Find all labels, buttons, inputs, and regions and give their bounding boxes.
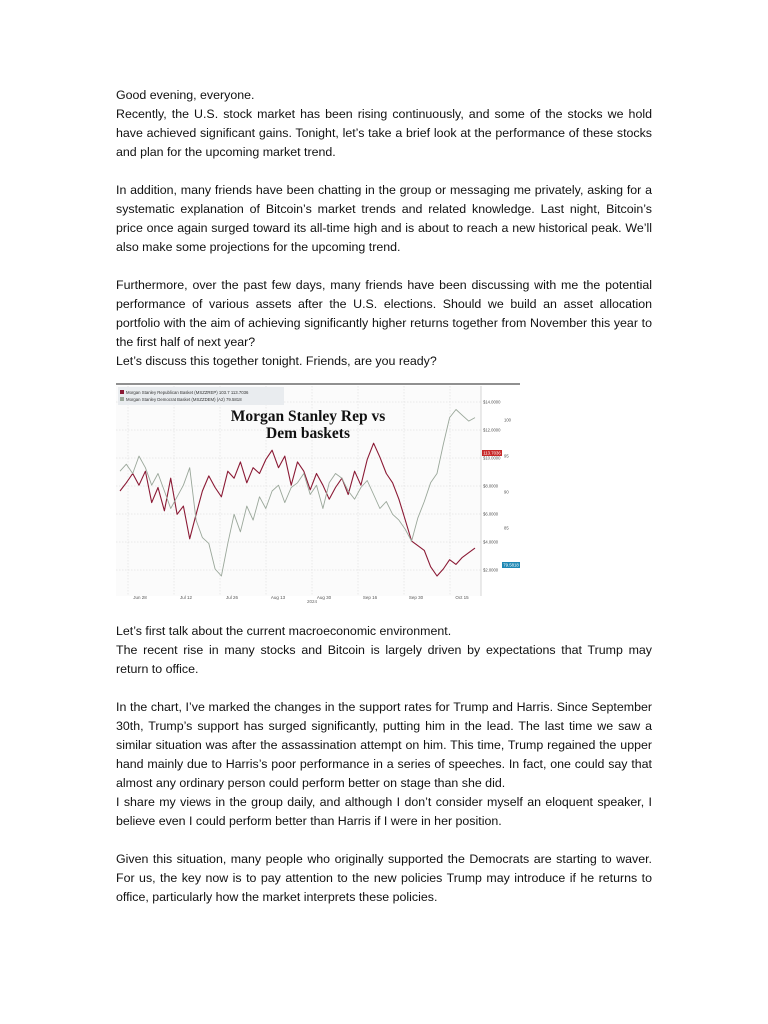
- y-tick-label-outer: $10.0000: [483, 455, 501, 461]
- chart-title-line-2: Dem baskets: [266, 425, 350, 442]
- x-tick-label: Jul 12: [179, 595, 193, 600]
- paragraph-macro: Let’s first talk about the current macroeconomic environment.: [116, 624, 452, 638]
- y-tick-label-outer: $4.0000: [483, 539, 499, 545]
- dem-last-value-label: 79.5818: [503, 562, 519, 568]
- paragraph-democrats-waver: Given this situation, many people who originally supported the Democrats are starting to waver. For us, the key now is to pay attention to the new policies Trump may introduce if he returns to office, particularly how the market interprets these policies.: [116, 852, 652, 904]
- x-tick-label: Jun 28: [133, 595, 147, 600]
- chart-title-line-1: Morgan Stanley Rep vs: [230, 408, 386, 425]
- legend-rep-label: Morgan Stanley Republican Basket (MSZZREP) 103.7 113.7036: [126, 390, 249, 395]
- y-tick-label-right: 100: [504, 417, 511, 423]
- document-body: [116, 86, 652, 907]
- paragraph-bitcoin: In addition, many friends have been chatting in the group or messaging me privately, asking for a systematic explanation of Bitcoin’s market trends and related knowledge. Last night, Bitcoin’s price once again surged toward its all-time high and is about to reach a new historical peak. We’ll also make some projections for the upcoming trend.: [116, 183, 652, 254]
- paragraph-ready: Let’s discuss this together tonight. Friends, are you ready?: [116, 354, 437, 368]
- chart-svg: [116, 380, 520, 604]
- x-tick-label: Sep 30: [408, 595, 424, 600]
- y-tick-label-outer: $2.0000: [483, 567, 499, 573]
- x-tick-label: Aug 13: [270, 595, 286, 600]
- x-tick-label: Sep 16: [362, 595, 378, 600]
- chart-figure: [116, 380, 520, 604]
- y-tick-label-right: 85: [504, 525, 509, 531]
- legend-dem-label: Morgan Stanley Democrat Basket (MSZZDEM) (A2) 79.5818: [126, 397, 242, 402]
- legend-swatch-dem: [120, 397, 124, 401]
- y-tick-label-right: 95: [504, 453, 509, 459]
- x-tick-label: Oct 15: [455, 595, 469, 600]
- paragraph-stock-market: Recently, the U.S. stock market has been rising continuously, and some of the stocks we hold have achieved significant gains. Tonight, let’s take a brief look at the performance of these stocks and plan for the upcoming market trend.: [116, 107, 652, 159]
- x-axis-year: 2024: [306, 599, 318, 604]
- y-tick-label-outer: $6.0000: [483, 511, 499, 517]
- y-tick-label-outer: $12.0000: [483, 427, 501, 433]
- x-tick-label: Aug 30: [316, 595, 332, 600]
- paragraph-support-rates: In the chart, I’ve marked the changes in the support rates for Trump and Harris. Since September 30th, Trump’s support has surged significantly, putting him in the lead. The last time we saw a similar situation was after the assassination attempt on him. This time, Trump regained the upper hand mainly due to Harris’s poor performance in a series of speeches. In fact, one could say that almost any ordinary person could perform better on stage than she did.: [116, 700, 652, 790]
- y-tick-label-outer: $8.0000: [483, 483, 499, 489]
- paragraph-greeting: Good evening, everyone.: [116, 88, 255, 102]
- legend-swatch-rep: [120, 390, 124, 394]
- y-tick-label-outer: $14.0000: [483, 399, 501, 405]
- paragraph-share-views: I share my views in the group daily, and although I don’t consider myself an eloquent speaker, I believe even I could perform better than Harris if I were in her position.: [116, 795, 652, 828]
- rep-last-value-label: 113.7036: [483, 450, 501, 456]
- y-tick-label-right: 90: [504, 489, 509, 495]
- paragraph-trump-expectations: The recent rise in many stocks and Bitcoin is largely driven by expectations that Trump may return to office.: [116, 643, 652, 676]
- x-tick-label: Jul 26: [225, 595, 239, 600]
- paragraph-elections: Furthermore, over the past few days, many friends have been discussing with me the potential performance of various assets after the U.S. elections. Should we build an asset allocation portfolio with the aim of achieving significantly higher returns together from November this year to the first half of next year?: [116, 278, 652, 349]
